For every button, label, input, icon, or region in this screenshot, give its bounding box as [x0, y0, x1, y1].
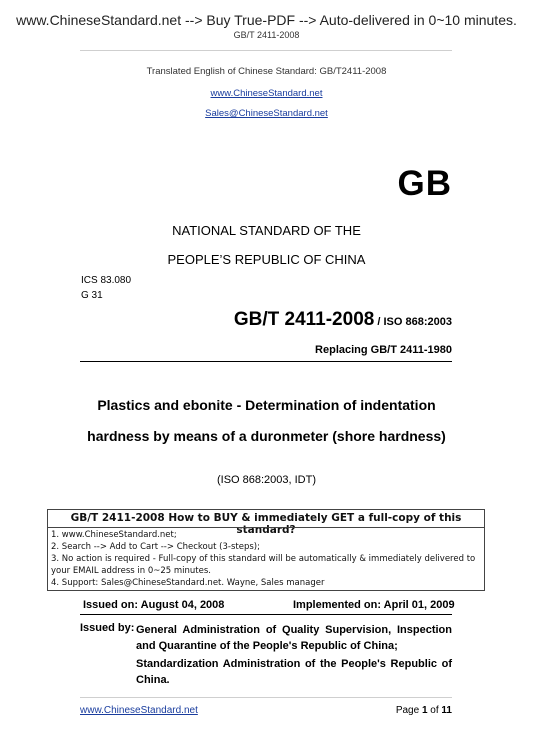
separator: /	[374, 316, 384, 328]
buy-box-divider	[48, 527, 484, 528]
buy-step-2: 2. Search --> Add to Cart --> Checkout (3-steps);	[51, 542, 260, 552]
replacing-note: Replacing GB/T 2411-1980	[315, 344, 452, 356]
translated-note: Translated English of Chinese Standard: GB/T2411-2008	[146, 66, 387, 77]
buy-step-4: 4. Support: Sales@ChineseStandard.net. Wayne, Sales manager	[51, 578, 325, 588]
iso-number: ISO 868:2003	[383, 316, 452, 328]
buy-info-box	[47, 509, 485, 591]
title-divider	[80, 361, 452, 362]
issuer-1: General Administration of Quality Supervision, Inspection and Quarantine of the People's Republic of China;	[136, 624, 452, 652]
title-line-1: Plastics and ebonite - Determination of indentation	[97, 397, 436, 413]
footer-divider	[80, 697, 452, 698]
buy-step-3-cont: your EMAIL address in 0~25 minutes.	[51, 566, 211, 576]
page-prefix: Page	[395, 705, 422, 716]
implemented-on: Implemented on: April 01, 2009	[293, 599, 455, 611]
buy-box-heading: GB/T 2411-2008 How to BUY & immediately GET a full-copy of this standard?	[70, 512, 462, 536]
national-line-1: NATIONAL STANDARD OF THE	[172, 223, 361, 238]
national-line-2: PEOPLE’S REPUBLIC OF CHINA	[167, 252, 366, 267]
issued-on: Issued on: August 04, 2008	[83, 599, 225, 611]
issuer-2: Standardization Administration of the People's Republic of China.	[136, 658, 452, 686]
page-indicator	[396, 705, 452, 716]
title-line-2: hardness by means of a duronmeter (shore hardness)	[87, 428, 446, 444]
sales-email-link[interactable]: Sales@ChineseStandard.net	[205, 108, 328, 119]
standard-number-line	[234, 309, 452, 331]
iso-idt: (ISO 868:2003, IDT)	[216, 474, 317, 486]
issued-divider	[80, 614, 452, 615]
top-banner: www.ChineseStandard.net --> Buy True-PDF --> Auto-delivered in 0~10 minutes.	[16, 12, 517, 28]
ics-code: ICS 83.080	[81, 275, 132, 286]
gb-mark: GB	[397, 164, 452, 203]
buy-step-3: 3. No action is required - Full-copy of this standard will be automatically & immediately delivered to	[51, 554, 476, 564]
website-link[interactable]: www.ChineseStandard.net	[210, 88, 323, 99]
ccs-code: G 31	[81, 290, 103, 301]
page-total: 11	[441, 705, 452, 716]
issued-by-label: Issued by:	[80, 622, 135, 634]
standard-number: GB/T 2411-2008	[233, 309, 375, 330]
footer-website-link[interactable]: www.ChineseStandard.net	[80, 705, 198, 716]
header-doc-id: GB/T 2411-2008	[233, 30, 300, 40]
page-of: of	[427, 705, 442, 716]
header-divider	[80, 50, 452, 51]
buy-step-1: 1. www.ChineseStandard.net;	[51, 530, 177, 540]
page-current: 1	[421, 705, 428, 716]
